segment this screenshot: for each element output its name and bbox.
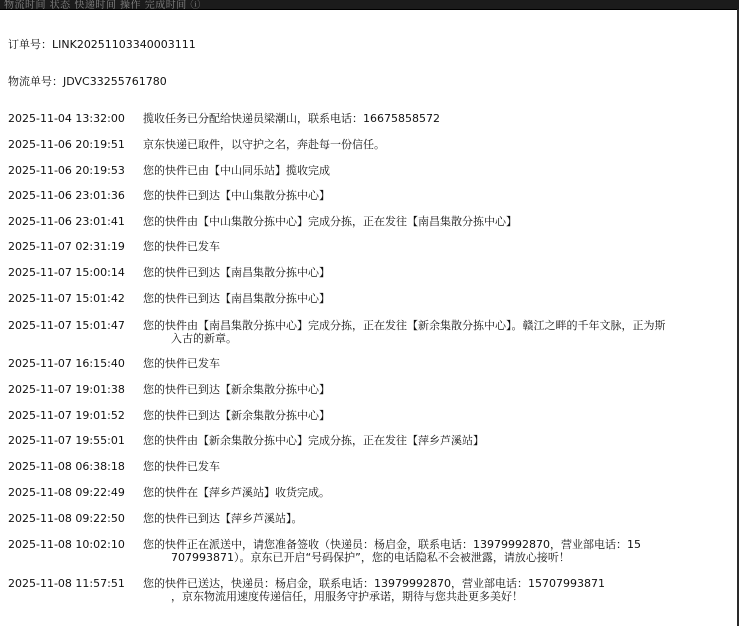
log-time: 2025-11-07 19:01:52 <box>8 409 125 422</box>
log-time: 2025-11-07 15:01:42 <box>8 292 125 305</box>
log-text: 您的快件已由【中山同乐站】揽收完成 <box>143 164 330 177</box>
order-number-line <box>8 36 196 52</box>
log-time: 2025-11-06 20:19:53 <box>8 164 125 177</box>
log-text: 您的快件在【萍乡芦溪站】收货完成。 <box>143 486 330 499</box>
order-number-value: LINK20251103340003111 <box>52 38 196 51</box>
log-time: 2025-11-07 16:15:40 <box>8 357 125 370</box>
log-text: 您的快件已到达【新余集散分拣中心】 <box>143 383 330 396</box>
log-text: 您的快件已到达【新余集散分拣中心】 <box>143 409 330 422</box>
top-header-bar <box>0 0 739 10</box>
log-text: 您的快件已发车 <box>143 460 220 473</box>
log-time: 2025-11-06 23:01:41 <box>8 215 125 228</box>
log-text: 揽收任务已分配给快递员梁潮山，联系电话：16675858572 <box>143 112 440 125</box>
waybill-number-line <box>8 73 167 89</box>
log-time: 2025-11-07 19:55:01 <box>8 434 125 447</box>
log-text: 您的快件已到达【萍乡芦溪站】。 <box>143 512 303 525</box>
log-text: 您的快件已到达【南昌集散分拣中心】 <box>143 292 330 305</box>
log-time: 2025-11-08 11:57:51 <box>8 577 125 590</box>
order-number-label: 订单号： <box>8 38 52 51</box>
log-time: 2025-11-08 09:22:49 <box>8 486 125 499</box>
log-text: 您的快件由【南昌集散分拣中心】完成分拣，正在发往【新余集散分拣中心】。赣江之畔的千年文脉，正为斯 入古的新章。 <box>143 319 666 345</box>
waybill-number-label: 物流单号： <box>8 75 63 88</box>
log-time: 2025-11-08 09:22:50 <box>8 512 125 525</box>
log-time: 2025-11-07 15:01:47 <box>8 319 125 332</box>
log-text: 您的快件由【新余集散分拣中心】完成分拣，正在发往【萍乡芦溪站】 <box>143 434 484 447</box>
log-text: 您的快件已发车 <box>143 240 220 253</box>
log-text: 您的快件已到达【中山集散分拣中心】 <box>143 189 330 202</box>
log-time: 2025-11-04 13:32:00 <box>8 112 125 125</box>
log-text: 您的快件已送达，快递员：杨启金，联系电话：13979992870，营业部电话：15707993871 ，京东物流用速度传递信任，用服务守护承诺，期待与您共赴更多美好！ <box>143 577 605 603</box>
waybill-number-value: JDVC33255761780 <box>63 75 167 88</box>
log-time: 2025-11-08 10:02:10 <box>8 538 125 551</box>
log-time: 2025-11-08 06:38:18 <box>8 460 125 473</box>
log-text: 您的快件正在派送中，请您准备签收（快递员：杨启金，联系电话：13979992870，营业部电话：15 707993871）。京东已开启“号码保护”，您的电话隐私不会被泄露，请放心接听！ <box>143 538 641 564</box>
log-text: 您的快件已到达【南昌集散分拣中心】 <box>143 266 330 279</box>
log-time: 2025-11-06 23:01:36 <box>8 189 125 202</box>
log-time: 2025-11-07 15:00:14 <box>8 266 125 279</box>
log-text: 您的快件由【中山集散分拣中心】完成分拣，正在发往【南昌集散分拣中心】 <box>143 215 517 228</box>
log-time: 2025-11-07 02:31:19 <box>8 240 125 253</box>
log-text: 您的快件已发车 <box>143 357 220 370</box>
log-time: 2025-11-06 20:19:51 <box>8 138 125 151</box>
log-text: 京东快递已取件，以守护之名，奔赴每一份信任。 <box>143 138 385 151</box>
log-time: 2025-11-07 19:01:38 <box>8 383 125 396</box>
header-ghost-text: 物流时间 状态 快递时间 操作 完成时间 ⓘ <box>4 0 201 11</box>
